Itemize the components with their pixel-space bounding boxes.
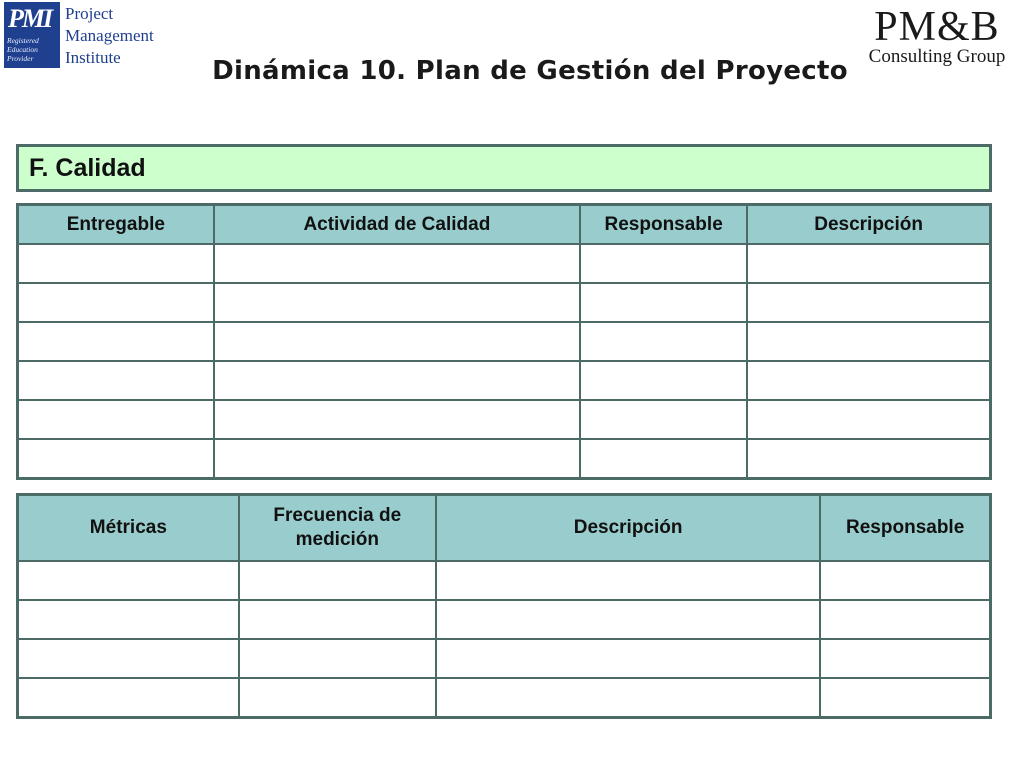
table-cell[interactable] [239,678,436,718]
table-cell[interactable] [580,439,747,479]
table-row [18,561,991,600]
table-cell[interactable] [436,678,820,718]
table-cell[interactable] [18,600,239,639]
quality-table [16,203,992,480]
table-cell[interactable] [436,639,820,678]
table-cell[interactable] [239,600,436,639]
table-cell[interactable] [580,244,747,283]
table-cell[interactable] [214,400,580,439]
table-header-row [18,205,991,245]
table-cell[interactable] [214,361,580,400]
table-cell[interactable] [580,283,747,322]
page-title: Dinámica 10. Plan de Gestión del Proyecto [212,56,848,86]
table-cell[interactable] [820,678,990,718]
table-cell[interactable] [214,322,580,361]
table-cell[interactable] [18,244,214,283]
table-row [18,678,991,718]
table-cell[interactable] [18,639,239,678]
pmi-mark-letters: PMI [8,4,52,33]
pmi-badge-line: Education [7,45,38,54]
pmi-name-line: Institute [65,48,121,67]
section-header [16,144,992,192]
column-header-responsable: Responsable [820,495,990,562]
column-header-actividad: Actividad de Calidad [214,205,580,245]
table-row [18,639,991,678]
table-cell[interactable] [436,600,820,639]
column-header-metricas: Métricas [18,495,239,562]
pmi-badge-line: Provider [7,54,34,63]
table-cell[interactable] [18,361,214,400]
table-cell[interactable] [239,639,436,678]
column-header-descripcion: Descripción [436,495,820,562]
section-label: F. Calidad [29,154,146,182]
table-cell[interactable] [18,400,214,439]
metrics-table [16,493,992,719]
table-cell[interactable] [580,322,747,361]
column-header-entregable: Entregable [18,205,214,245]
table-row [18,600,991,639]
table-cell[interactable] [747,400,990,439]
table-row [18,400,991,439]
pmi-badge-line: Registered [7,36,39,45]
table-cell[interactable] [18,283,214,322]
table-cell[interactable] [18,322,214,361]
table-cell[interactable] [214,244,580,283]
table-cell[interactable] [580,361,747,400]
table-cell[interactable] [747,322,990,361]
table-cell[interactable] [747,283,990,322]
table-cell[interactable] [239,561,436,600]
table-cell[interactable] [580,400,747,439]
table-cell[interactable] [214,283,580,322]
pmi-name-line: Project [65,4,114,23]
table-cell[interactable] [747,439,990,479]
table-cell[interactable] [436,561,820,600]
column-header-responsable: Responsable [580,205,747,245]
table-cell[interactable] [820,639,990,678]
column-header-descripcion: Descripción [747,205,990,245]
table-cell[interactable] [820,600,990,639]
table-cell[interactable] [820,561,990,600]
table-row [18,244,991,283]
table-cell[interactable] [18,678,239,718]
table-cell[interactable] [747,244,990,283]
table-cell[interactable] [18,561,239,600]
table-row [18,439,991,479]
column-header-frecuencia: Frecuencia de medición [239,495,436,562]
pmb-logo-sub: Consulting Group [868,46,1006,67]
table-row [18,322,991,361]
table-row [18,361,991,400]
table-row [18,283,991,322]
pmb-logo-main: PM&B [874,4,1000,50]
table-cell[interactable] [18,439,214,479]
table-header-row [18,495,991,562]
table-cell[interactable] [214,439,580,479]
table-cell[interactable] [747,361,990,400]
pmi-name-line: Management [65,26,154,45]
